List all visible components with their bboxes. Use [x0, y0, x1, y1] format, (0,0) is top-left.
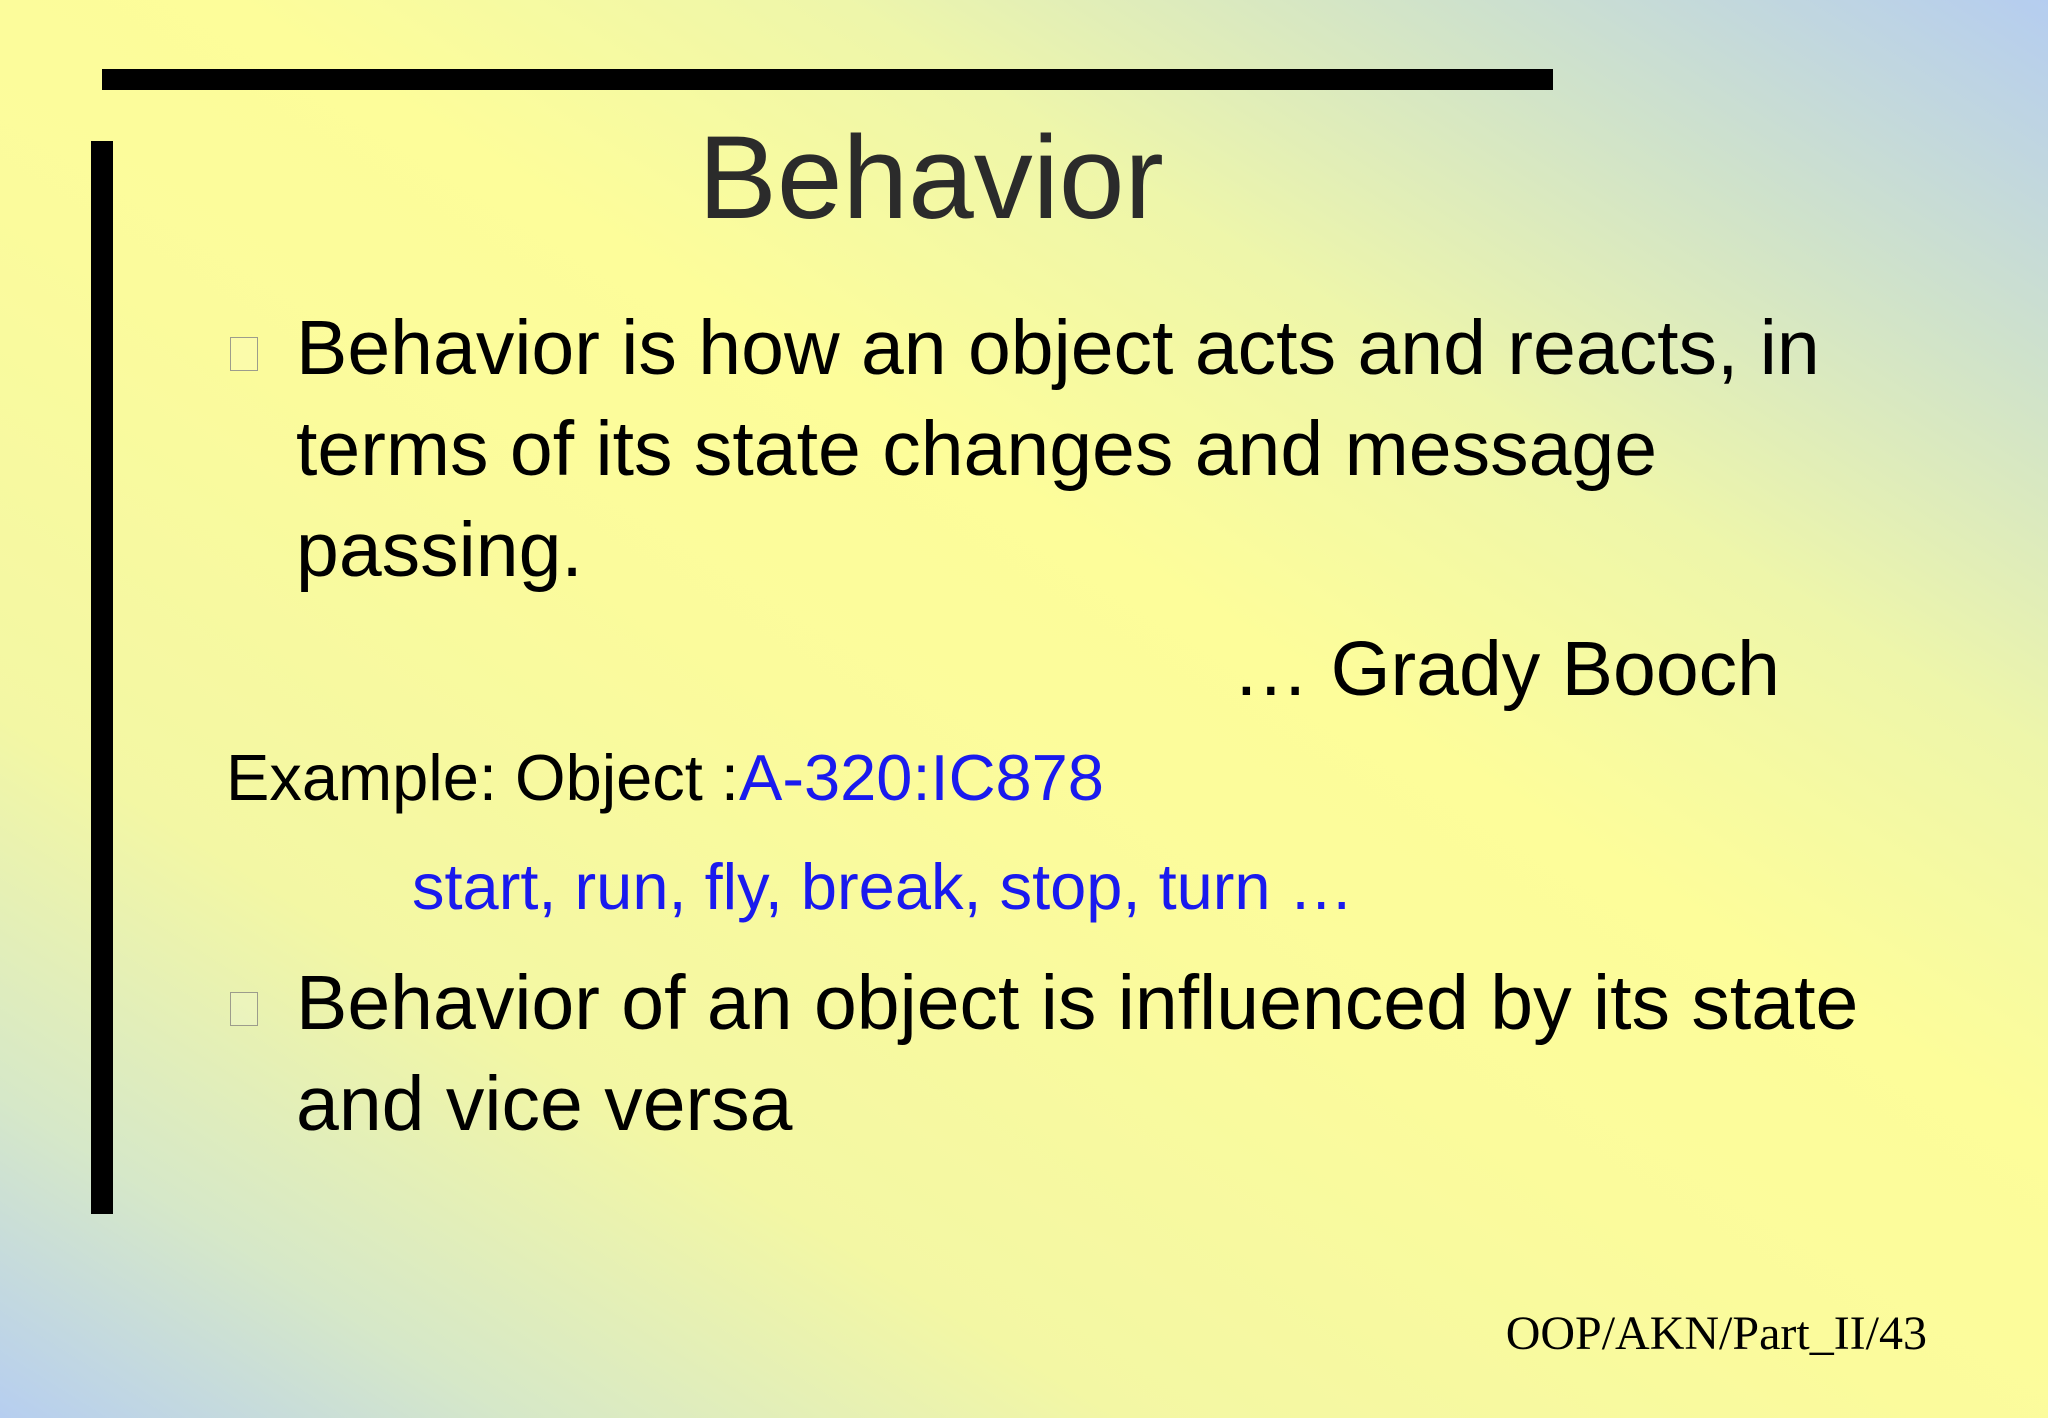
left-rule-divider	[91, 141, 113, 1214]
example-line	[226, 736, 1104, 820]
bullet-box-icon	[230, 337, 258, 371]
slide-title: Behavior	[698, 112, 1164, 244]
example-actions: start, run, fly, break, stop, turn …	[412, 850, 1354, 923]
top-rule-divider	[102, 69, 1553, 90]
slide-footer: OOP/AKN/Part_II/43	[1505, 1307, 1927, 1360]
example-object-name: A-320:IC878	[739, 741, 1104, 814]
quote-attribution: … Grady Booch	[1232, 626, 1780, 712]
example-label: Example: Object :	[226, 741, 739, 814]
bullet-box-icon	[230, 992, 258, 1026]
bullet-text: Behavior is how an object acts and reacts, in terms of its state changes and message passing.	[296, 305, 1820, 593]
bullet-text: Behavior of an object is influenced by its state and vice versa	[296, 960, 1859, 1147]
